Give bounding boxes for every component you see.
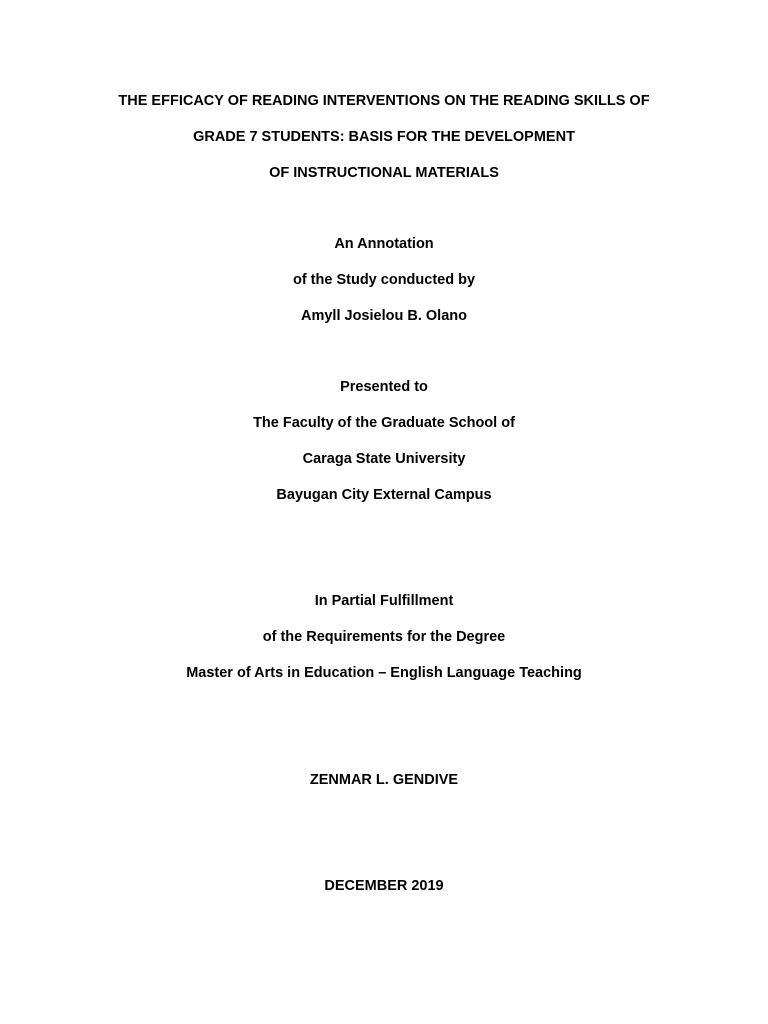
title-line-3: OF INSTRUCTIONAL MATERIALS xyxy=(269,165,499,181)
partial-fulfillment: In Partial Fulfillment xyxy=(314,593,454,609)
requirements-line: of the Requirements for the Degree xyxy=(262,629,506,645)
annotator-name: ZENMAR L. GENDIVE xyxy=(309,772,459,788)
study-conducted-by: of the Study conducted by xyxy=(292,272,476,288)
title-line-1: THE EFFICACY OF READING INTERVENTIONS ON THE READING SKILLS OF xyxy=(118,93,650,109)
annotation-label: An Annotation xyxy=(334,236,434,252)
campus-name: Bayugan City External Campus xyxy=(276,487,492,503)
presented-to: Presented to xyxy=(340,379,428,395)
degree-name: Master of Arts in Education – English Language Teaching xyxy=(186,665,582,681)
university-name: Caraga State University xyxy=(302,451,466,467)
title-line-2: GRADE 7 STUDENTS: BASIS FOR THE DEVELOPMENT xyxy=(193,129,575,145)
faculty-line: The Faculty of the Graduate School of xyxy=(253,415,515,431)
study-author: Amyll Josielou B. Olano xyxy=(301,308,467,324)
document-date: DECEMBER 2019 xyxy=(324,878,444,894)
